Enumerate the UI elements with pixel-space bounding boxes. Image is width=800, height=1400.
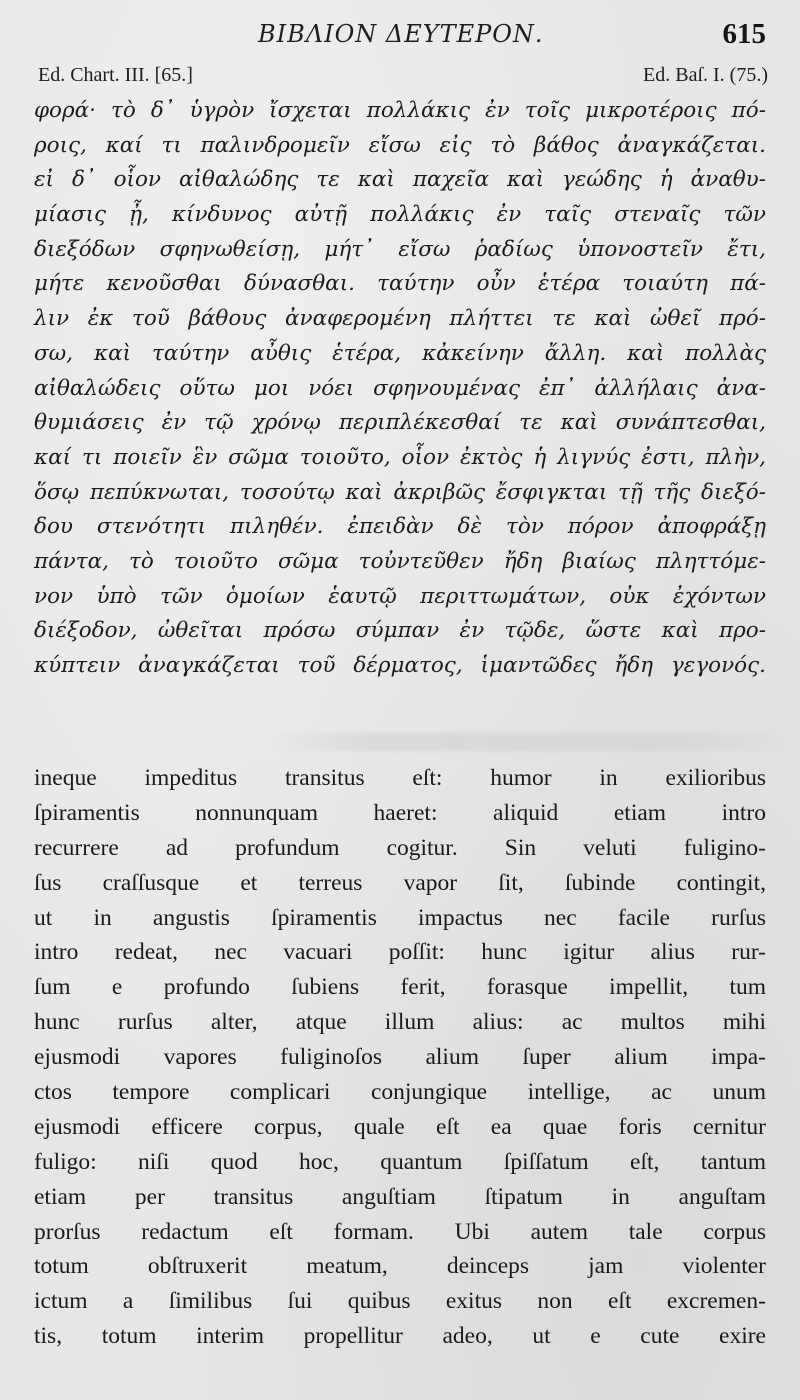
show-through-shadow	[270, 733, 790, 751]
greek-text-line: δου στενότητι πιληθέν. ἐπειδὰν δὲ τὸν πόρον ἀποφράξῃ	[34, 514, 766, 540]
edition-reference-chartier: Ed. Chart. III. [65.]	[38, 64, 193, 86]
latin-text-line: ejusmodi vapores fuliginoſos alium ſuper alium impa-	[34, 1044, 766, 1071]
latin-text-block	[34, 761, 766, 1354]
greek-text-line: καί τι ποιεῖν ἓν σῶμα τοιοῦτο, οἷον ἐκτὸς ἡ λιγνύς ἐστι, πλὴν,	[34, 444, 766, 470]
latin-text-line: intro redeat, nec vacuari poſſit: hunc igitur alius rur-	[34, 939, 766, 966]
greek-text-line: διέξοδον, ὠθεῖται πρόσω σύμπαν ἐν τῷδε, ὥστε καὶ προ-	[34, 618, 766, 644]
latin-text-line: ejusmodi efficere corpus, quale eſt ea quae foris cernitur	[34, 1113, 766, 1140]
page-number: 615	[722, 18, 766, 50]
latin-text-line: tis, totum interim propellitur adeo, ut e cute exire	[34, 1323, 766, 1350]
latin-text-line: ineque impeditus transitus eſt: humor in exilioribus	[34, 765, 766, 791]
latin-text-line: fuligo: niſi quod hoc, quantum ſpiſſatum eſt, tantum	[34, 1148, 766, 1175]
greek-text-line: αἰθαλώδεις οὕτω μοι νόει σφηνουμένας ἐπ᾽ ἀλλήλαις ἀνα-	[34, 375, 766, 401]
book-title: BIBΛΙΟΝ ΔΕΥΤΕΡΟΝ.	[258, 20, 544, 48]
latin-text-line: etiam per transitus anguſtiam ſtipatum in anguſtam	[34, 1183, 766, 1210]
greek-text-line: ροις, καί τι παλινδρομεῖν εἴσω εἰς τὸ βάθος ἀναγκάζεται.	[34, 132, 766, 158]
greek-text-line: νον ὑπὸ τῶν ὁμοίων ἑαυτῷ περιττωμάτων, οὐκ ἐχόντων	[34, 583, 766, 609]
greek-text-line: μήτε κενοῦσθαι δύνασθαι. ταύτην οὖν ἑτέρα τοιαύτη πά-	[34, 271, 766, 297]
latin-text-line: totum obſtruxerit meatum, deinceps jam violenter	[34, 1253, 766, 1280]
running-head	[0, 18, 800, 58]
greek-text-line: ὅσῳ πεπύκνωται, τοσούτῳ καὶ ἀκριβῶς ἔσφιγκται τῇ τῆς διεξό-	[34, 479, 766, 505]
greek-text-line: θυμιάσεις ἐν τῷ χρόνῳ περιπλέκεσθαί τε καὶ συνάπτεσθαι,	[34, 410, 766, 436]
greek-text-line: εἰ δ᾽ οἷον αἰθαλώδης τε καὶ παχεῖα καὶ γεώδης ἡ ἀναθυ-	[34, 167, 766, 193]
latin-text-line: ſum e profundo ſubiens ferit, forasque impellit, tum	[34, 974, 766, 1001]
latin-text-line: hunc rurſus alter, atque illum alius: ac multos mihi	[34, 1009, 766, 1036]
greek-text-line: πάντα, τὸ τοιοῦτο σῶμα τοὐντεῦθεν ἤδη βιαίως πληττόμε-	[34, 548, 766, 574]
greek-text-line: λιν ἐκ τοῦ βάθους ἀναφερομένη πλήττει τε καὶ ὠθεῖ πρό-	[34, 306, 766, 332]
greek-text-line: κύπτειν ἀναγκάζεται τοῦ δέρματος, ἱμαντῶδες ἤδη γεγονός.	[34, 653, 766, 678]
greek-text-line: διεξόδων σφηνωθείσῃ, μήτ᾽ εἴσω ῥαδίως ὑπονοστεῖν ἔτι,	[34, 236, 766, 262]
latin-text-line: ictum a ſimilibus ſui quibus exitus non eſt excremen-	[34, 1288, 766, 1315]
latin-text-line: ſus craſſusque et terreus vapor ſit, ſubinde contingit,	[34, 869, 766, 896]
latin-text-line: ſpiramentis nonnunquam haeret: aliquid etiam intro	[34, 799, 766, 826]
edition-reference-basel: Ed. Baſ. I. (75.)	[643, 64, 768, 86]
edition-references	[38, 64, 768, 92]
greek-text-line: φορά· τὸ δ᾽ ὑγρὸν ἴσχεται πολλάκις ἐν τοῖς μικροτέροις πό-	[34, 98, 766, 123]
latin-text-line: recurrere ad profundum cogitur. Sin veluti fuligino-	[34, 834, 766, 861]
latin-text-line: prorſus redactum eſt formam. Ubi autem tale corpus	[34, 1218, 766, 1245]
greek-text-block	[34, 94, 766, 684]
latin-text-line: ctos tempore complicari conjungique intellige, ac unum	[34, 1079, 766, 1106]
greek-text-line: μίασις ᾖ, κίνδυνος αὐτῇ πολλάκις ἐν ταῖς στεναῖς τῶν	[34, 202, 766, 228]
latin-text-line: ut in angustis ſpiramentis impactus nec facile rurſus	[34, 904, 766, 931]
greek-text-line: σω, καὶ ταύτην αὖθις ἑτέρα, κἀκείνην ἄλλη. καὶ πολλὰς	[34, 340, 766, 366]
